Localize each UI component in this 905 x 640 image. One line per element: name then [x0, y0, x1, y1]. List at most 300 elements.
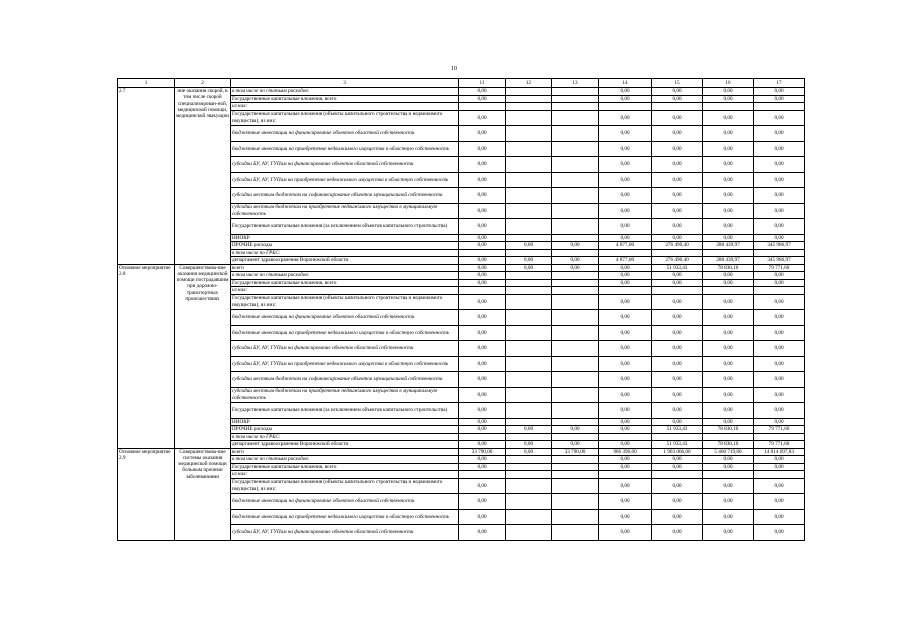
amount-cell: 0,00 [652, 509, 703, 525]
expense-item-label: Государственные капитальные вложения (объекты капитального строительства и недвижимого имущества), из них: [231, 110, 459, 126]
amount-cell: 276 490,40 [652, 242, 703, 250]
amount-cell: 79 771,60 [754, 426, 805, 434]
amount-cell: 0,00 [754, 456, 805, 464]
amount-cell [552, 525, 599, 541]
column-header: 15 [652, 79, 703, 88]
amount-cell [506, 372, 552, 388]
amount-cell: 0,00 [754, 219, 805, 235]
amount-cell: 0,00 [506, 257, 552, 265]
amount-cell [506, 494, 552, 510]
amount-cell: 0,00 [703, 325, 754, 341]
amount-cell: 0,00 [652, 525, 703, 541]
amount-cell: 345 986,97 [754, 242, 805, 250]
amount-cell: 0,00 [754, 126, 805, 142]
amount-cell: 0,00 [703, 387, 754, 403]
expense-item-label: НИОКР [231, 418, 459, 426]
amount-cell: 14 014 697,83 [754, 448, 805, 456]
amount-cell: 0,00 [703, 126, 754, 142]
amount-cell [552, 325, 599, 341]
amount-cell [552, 471, 599, 479]
amount-cell: 0,00 [459, 141, 506, 157]
amount-cell: 0,00 [652, 157, 703, 173]
amount-cell: 0,00 [599, 478, 652, 494]
amount-cell: 0,00 [459, 441, 506, 449]
amount-cell: 0,00 [459, 272, 506, 280]
amount-cell: 0,00 [599, 418, 652, 426]
amount-cell [459, 287, 506, 295]
amount-cell [552, 509, 599, 525]
amount-cell: 78 830,10 [703, 426, 754, 434]
amount-cell: 0,00 [703, 110, 754, 126]
amount-cell: 0,00 [652, 88, 703, 96]
amount-cell [552, 249, 599, 257]
amount-cell: 0,00 [459, 88, 506, 96]
table-row [118, 448, 805, 456]
amount-cell: 0,00 [459, 456, 506, 464]
amount-cell: 4 877,00 [599, 257, 652, 265]
amount-cell: 0,00 [703, 456, 754, 464]
amount-cell: 79 771,60 [754, 441, 805, 449]
header-row [118, 79, 805, 88]
measure-code-cell: Основное мероприятие 2.9 [118, 448, 175, 540]
expense-item-label: всего [231, 448, 459, 456]
amount-cell: 0,00 [459, 219, 506, 235]
expense-item-label: из них: [231, 103, 459, 111]
amount-cell [754, 471, 805, 479]
amount-cell: 0,00 [703, 272, 754, 280]
amount-cell [506, 310, 552, 326]
expense-item-label: в том числе по статьям расходов: [231, 456, 459, 464]
amount-cell: 0,00 [754, 525, 805, 541]
amount-cell [506, 272, 552, 280]
amount-cell: 0,00 [703, 294, 754, 310]
amount-cell: 0,00 [599, 279, 652, 287]
amount-cell: 0,00 [459, 341, 506, 357]
amount-cell: 0,00 [599, 272, 652, 280]
amount-cell: 0,00 [754, 234, 805, 242]
amount-cell: 0,00 [754, 294, 805, 310]
amount-cell [552, 141, 599, 157]
amount-cell: 0,00 [599, 172, 652, 188]
amount-cell [506, 525, 552, 541]
amount-cell [506, 325, 552, 341]
expense-item-label: субсидии БУ, АУ, ГУПам на финансирование объектов областной собственности [231, 341, 459, 357]
amount-cell: 0,00 [652, 325, 703, 341]
amount-cell [506, 126, 552, 142]
expense-item-label: Государственные капитальные вложения, всего [231, 279, 459, 287]
amount-cell: 0,00 [652, 272, 703, 280]
expense-item-label: субсидии БУ, АУ, ГУПам на приобретение недвижимого имущества в областную собственность [231, 172, 459, 188]
amount-cell: 79 771,60 [754, 264, 805, 272]
amount-cell: 0,00 [552, 441, 599, 449]
amount-cell: 0,00 [459, 463, 506, 471]
amount-cell: 0,00 [459, 188, 506, 204]
amount-cell [506, 341, 552, 357]
expense-item-label: в том числе по статьям расходов: [231, 88, 459, 96]
amount-cell: 0,00 [754, 279, 805, 287]
measure-name-cell: Совершенствова-ние системы оказания медицинской помощи больным прочими заболеваниями [175, 448, 231, 540]
amount-cell: 51 933,43 [652, 441, 703, 449]
column-header: 14 [599, 79, 652, 88]
amount-cell: 0,00 [599, 310, 652, 326]
amount-cell: 0,00 [652, 279, 703, 287]
measure-code-cell: 2.7 [118, 88, 175, 265]
amount-cell [552, 188, 599, 204]
amount-cell: 0,00 [506, 242, 552, 250]
amount-cell [599, 471, 652, 479]
expense-item-label: Государственные капитальные вложения (за исключением объектов капитального строительства) [231, 219, 459, 235]
amount-cell: 0,00 [459, 172, 506, 188]
expense-item-label: бюджетные инвестиции на приобретение недвижимого имущества в областную собственность [231, 325, 459, 341]
amount-cell: 0,00 [599, 126, 652, 142]
amount-cell: 0,00 [754, 387, 805, 403]
amount-cell: 4 877,00 [599, 242, 652, 250]
column-header: 17 [754, 79, 805, 88]
amount-cell [652, 471, 703, 479]
amount-cell [552, 356, 599, 372]
table-row [118, 264, 805, 272]
amount-cell [754, 287, 805, 295]
amount-cell: 0,00 [552, 264, 599, 272]
amount-cell: 0,00 [652, 403, 703, 419]
amount-cell: 0,00 [599, 463, 652, 471]
amount-cell: 0,00 [599, 188, 652, 204]
amount-cell [599, 433, 652, 441]
amount-cell: 0,00 [599, 294, 652, 310]
amount-cell: 0,00 [703, 356, 754, 372]
amount-cell [506, 509, 552, 525]
amount-cell: 0,00 [652, 356, 703, 372]
amount-cell [599, 249, 652, 257]
amount-cell: 0,00 [599, 456, 652, 464]
amount-cell [506, 110, 552, 126]
amount-cell [652, 433, 703, 441]
amount-cell: 0,00 [599, 372, 652, 388]
expense-item-label: ПРОЧИЕ расходы [231, 426, 459, 434]
amount-cell [506, 456, 552, 464]
amount-cell: 0,00 [652, 95, 703, 103]
amount-cell: 0,00 [552, 242, 599, 250]
amount-cell: 0,00 [599, 403, 652, 419]
amount-cell [506, 188, 552, 204]
amount-cell: 0,00 [703, 372, 754, 388]
amount-cell: 0,00 [754, 157, 805, 173]
amount-cell [552, 294, 599, 310]
column-header: 11 [459, 79, 506, 88]
amount-cell: 1 903 066,00 [652, 448, 703, 456]
amount-cell: 0,00 [652, 310, 703, 326]
amount-cell: 0,00 [754, 509, 805, 525]
amount-cell [506, 249, 552, 257]
amount-cell: 0,00 [652, 494, 703, 510]
amount-cell: 0,00 [506, 448, 552, 456]
amount-cell: 0,00 [459, 403, 506, 419]
amount-cell [552, 310, 599, 326]
column-header: 12 [506, 79, 552, 88]
amount-cell: 0,00 [754, 203, 805, 219]
amount-cell: 33 790,00 [459, 448, 506, 456]
amount-cell [459, 103, 506, 111]
amount-cell: 0,00 [652, 463, 703, 471]
amount-cell: 0,00 [552, 426, 599, 434]
amount-cell: 5 460 719,80 [703, 448, 754, 456]
expense-item-label: субсидии местным бюджетам на приобретение недвижимого имущества в муниципальную собственность [231, 203, 459, 219]
amount-cell: 345 986,97 [754, 257, 805, 265]
amount-cell [506, 157, 552, 173]
amount-cell: 0,00 [652, 372, 703, 388]
amount-cell: 0,00 [754, 418, 805, 426]
amount-cell [506, 418, 552, 426]
amount-cell: 0,00 [459, 95, 506, 103]
amount-cell: 0,00 [703, 418, 754, 426]
amount-cell: 0,00 [459, 387, 506, 403]
amount-cell [459, 471, 506, 479]
expense-item-label: Государственные капитальные вложения (объекты капитального строительства и недвижимого имущества), из них: [231, 294, 459, 310]
amount-cell: 0,00 [703, 234, 754, 242]
amount-cell: 0,00 [703, 478, 754, 494]
amount-cell: 0,00 [599, 356, 652, 372]
amount-cell: 0,00 [599, 387, 652, 403]
amount-cell [506, 356, 552, 372]
amount-cell [552, 418, 599, 426]
amount-cell: 0,00 [754, 310, 805, 326]
amount-cell: 51 933,43 [652, 426, 703, 434]
amount-cell [506, 88, 552, 96]
amount-cell [703, 103, 754, 111]
amount-cell: 0,00 [599, 110, 652, 126]
amount-cell: 0,00 [703, 219, 754, 235]
amount-cell: 0,00 [652, 341, 703, 357]
amount-cell [599, 287, 652, 295]
amount-cell [703, 471, 754, 479]
column-header: 16 [703, 79, 754, 88]
expense-item-label: в том числе по статьям расходов: [231, 272, 459, 280]
amount-cell: 0,00 [703, 141, 754, 157]
amount-cell: 0,00 [599, 203, 652, 219]
expense-item-label: субсидии местным бюджетам на софинансирование объектов муниципальной собственности [231, 188, 459, 204]
amount-cell: 0,00 [754, 372, 805, 388]
amount-cell: 966 396,00 [599, 448, 652, 456]
amount-cell [552, 126, 599, 142]
amount-cell: 0,00 [703, 525, 754, 541]
amount-cell: 0,00 [703, 88, 754, 96]
amount-cell: 0,00 [703, 403, 754, 419]
amount-cell [552, 234, 599, 242]
expense-item-label: Государственные капитальные вложения (за исключением объектов капитального строительства) [231, 403, 459, 419]
amount-cell: 0,00 [459, 157, 506, 173]
amount-cell: 0,00 [754, 478, 805, 494]
measure-name-cell: Совершенствова-ние оказания медицинской помощи пострадавшим при дорожно-транспортных происшествиях [175, 264, 231, 448]
amount-cell: 0,00 [459, 310, 506, 326]
amount-cell: 0,00 [459, 356, 506, 372]
amount-cell: 0,00 [652, 478, 703, 494]
amount-cell: 0,00 [652, 126, 703, 142]
amount-cell [552, 372, 599, 388]
amount-cell: 0,00 [754, 403, 805, 419]
amount-cell [703, 433, 754, 441]
amount-cell: 0,00 [599, 88, 652, 96]
amount-cell: 0,00 [652, 234, 703, 242]
expense-item-label: ПРОЧИЕ расходы [231, 242, 459, 250]
amount-cell [754, 103, 805, 111]
amount-cell: 0,00 [754, 341, 805, 357]
amount-cell: 0,00 [652, 456, 703, 464]
amount-cell [754, 249, 805, 257]
amount-cell: 0,00 [552, 257, 599, 265]
amount-cell: 0,00 [652, 418, 703, 426]
amount-cell [506, 478, 552, 494]
amount-cell [754, 433, 805, 441]
amount-cell: 0,00 [652, 219, 703, 235]
column-header: 3 [231, 79, 459, 88]
amount-cell [552, 387, 599, 403]
amount-cell [552, 287, 599, 295]
amount-cell [552, 88, 599, 96]
amount-cell: 0,00 [459, 257, 506, 265]
expense-item-label: бюджетные инвестиции на финансирование объектов областной собственности [231, 126, 459, 142]
amount-cell: 0,00 [652, 141, 703, 157]
amount-cell: 0,00 [703, 188, 754, 204]
amount-cell: 0,00 [459, 509, 506, 525]
expense-item-label: НИОКР [231, 234, 459, 242]
amount-cell [703, 249, 754, 257]
expense-item-label: субсидии местным бюджетам на приобретение недвижимого имущества в муниципальную собственность [231, 387, 459, 403]
amount-cell [552, 494, 599, 510]
amount-cell: 288 439,97 [703, 242, 754, 250]
expense-item-label: Государственные капитальные вложения (объекты капитального строительства и недвижимого имущества), из них: [231, 478, 459, 494]
amount-cell: 0,00 [459, 372, 506, 388]
expense-item-label: бюджетные инвестиции на приобретение недвижимого имущества в областную собственность [231, 141, 459, 157]
amount-cell: 0,00 [703, 203, 754, 219]
expense-item-label: субсидии БУ, АУ, ГУПам на финансирование объектов областной собственности [231, 525, 459, 541]
amount-cell: 0,00 [506, 441, 552, 449]
amount-cell [506, 172, 552, 188]
amount-cell [506, 219, 552, 235]
amount-cell [552, 172, 599, 188]
amount-cell: 0,00 [459, 478, 506, 494]
amount-cell [459, 433, 506, 441]
expense-item-label: субсидии местным бюджетам на софинансирование объектов муниципальной собственности [231, 372, 459, 388]
amount-cell [652, 249, 703, 257]
amount-cell [552, 456, 599, 464]
amount-cell: 0,00 [652, 110, 703, 126]
amount-cell: 0,00 [652, 387, 703, 403]
amount-cell: 0,00 [459, 279, 506, 287]
amount-cell: 51 933,43 [652, 264, 703, 272]
expense-item-label: департамент здравоохранения Воронежской области [231, 441, 459, 449]
table-row [118, 88, 805, 96]
amount-cell: 0,00 [703, 494, 754, 510]
amount-cell [552, 219, 599, 235]
expense-item-label: департамент здравоохранения Воронежской области [231, 257, 459, 265]
amount-cell [552, 95, 599, 103]
amount-cell: 0,00 [754, 95, 805, 103]
amount-cell: 0,00 [599, 264, 652, 272]
amount-cell: 0,00 [652, 203, 703, 219]
amount-cell: 0,00 [599, 341, 652, 357]
amount-cell [506, 387, 552, 403]
amount-cell: 78 830,10 [703, 264, 754, 272]
amount-cell: 0,00 [652, 294, 703, 310]
amount-cell [552, 403, 599, 419]
amount-cell [506, 234, 552, 242]
amount-cell: 0,00 [754, 494, 805, 510]
amount-cell: 0,00 [703, 463, 754, 471]
amount-cell: 78 830,10 [703, 441, 754, 449]
amount-cell: 0,00 [599, 325, 652, 341]
column-header: 2 [175, 79, 231, 88]
amount-cell [506, 279, 552, 287]
amount-cell: 0,00 [703, 157, 754, 173]
amount-cell: 0,00 [459, 494, 506, 510]
amount-cell: 0,00 [459, 418, 506, 426]
expense-item-label: всего [231, 264, 459, 272]
amount-cell: 0,00 [459, 110, 506, 126]
amount-cell: 276 490,40 [652, 257, 703, 265]
measure-name-cell: ние оказания скорой, в том числе скорой специализирован-ной, медицинской помощи, медицинской эвакуации [175, 88, 231, 265]
amount-cell: 0,00 [599, 426, 652, 434]
expense-item-label: бюджетные инвестиции на приобретение недвижимого имущества в областную собственность [231, 509, 459, 525]
amount-cell [552, 433, 599, 441]
expense-item-label: в том числе по ГРБС: [231, 249, 459, 257]
expense-item-label: из них: [231, 287, 459, 295]
amount-cell [552, 103, 599, 111]
page-number: 10 [451, 66, 457, 72]
amount-cell: 0,00 [754, 141, 805, 157]
amount-cell: 0,00 [754, 325, 805, 341]
amount-cell: 0,00 [703, 341, 754, 357]
amount-cell [552, 279, 599, 287]
amount-cell: 0,00 [506, 264, 552, 272]
amount-cell: 0,00 [703, 172, 754, 188]
amount-cell: 0,00 [754, 110, 805, 126]
amount-cell: 0,00 [459, 325, 506, 341]
expense-item-label: субсидии БУ, АУ, ГУПам на финансирование объектов областной собственности [231, 157, 459, 173]
expense-item-label: субсидии БУ, АУ, ГУПам на приобретение недвижимого имущества в областную собственность [231, 356, 459, 372]
expense-item-label: бюджетные инвестиции на финансирование объектов областной собственности [231, 494, 459, 510]
amount-cell: 0,00 [459, 264, 506, 272]
amount-cell: 33 790,00 [552, 448, 599, 456]
amount-cell: 0,00 [703, 509, 754, 525]
amount-cell: 0,00 [599, 234, 652, 242]
amount-cell: 0,00 [754, 463, 805, 471]
amount-cell [552, 203, 599, 219]
amount-cell [552, 157, 599, 173]
amount-cell [552, 272, 599, 280]
amount-cell [552, 463, 599, 471]
amount-cell: 0,00 [599, 141, 652, 157]
amount-cell [506, 203, 552, 219]
amount-cell: 0,00 [599, 441, 652, 449]
column-header: 1 [118, 79, 175, 88]
amount-cell [506, 103, 552, 111]
amount-cell: 0,00 [599, 494, 652, 510]
amount-cell: 0,00 [754, 88, 805, 96]
expense-item-label: из них: [231, 471, 459, 479]
amount-cell: 0,00 [703, 95, 754, 103]
amount-cell: 0,00 [459, 126, 506, 142]
measure-code-cell: Основное мероприятие 2.8 [118, 264, 175, 448]
amount-cell [506, 433, 552, 441]
budget-table [117, 78, 805, 541]
amount-cell [506, 95, 552, 103]
amount-cell [703, 287, 754, 295]
column-header: 13 [552, 79, 599, 88]
amount-cell [599, 103, 652, 111]
amount-cell: 0,00 [599, 157, 652, 173]
amount-cell [652, 287, 703, 295]
amount-cell [652, 103, 703, 111]
